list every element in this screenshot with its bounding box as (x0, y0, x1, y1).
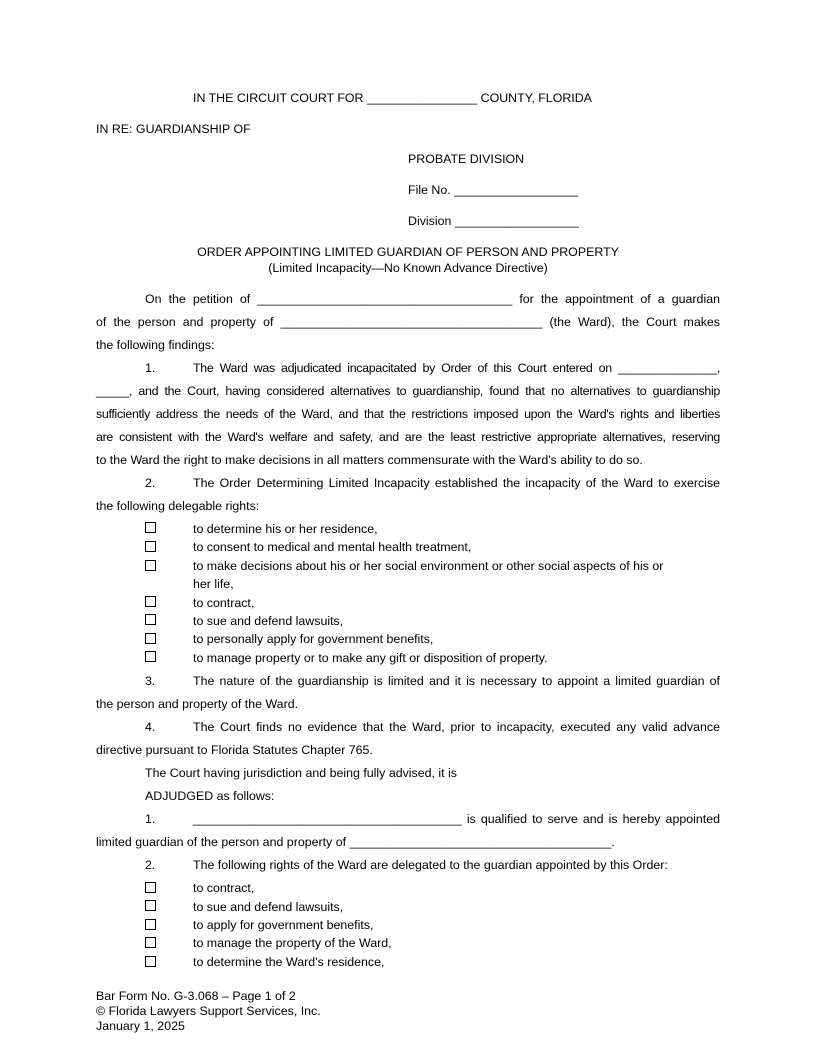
order-title: ORDER APPOINTING LIMITED GUARDIAN OF PERSON AND PROPERTY (197, 245, 619, 259)
adjudged-heading: ADJUDGED as follows: (145, 789, 275, 803)
file-number-field: File No. __________________ (408, 183, 579, 197)
adjudged-number: 2. (145, 858, 156, 872)
checkbox-label: to determine his or her residence, (193, 522, 378, 536)
intro-line: of the person and property of ______________________________________ (the Ward), the Court makes (96, 315, 720, 329)
finding-line: to the Ward the right to make decisions in all matters commensurate with the Ward's ability to do so. (96, 453, 643, 467)
finding-line: the following delegable rights: (96, 499, 260, 513)
finding-line: are consistent with the Ward's welfare and safety, and are the least restrictive appropriate alternatives, reserving (96, 430, 720, 444)
checkbox-label: to personally apply for government benefits, (193, 632, 434, 646)
checkbox-label: to consent to medical and mental health treatment, (193, 540, 472, 554)
finding-line: The Ward was adjudicated incapacitated by Order of this Court entered on _______________, (193, 361, 720, 375)
adjudged-line: _______________________________________ is qualified to serve and is hereby appointed (193, 812, 720, 826)
adjudged-number: 1. (145, 812, 156, 826)
jurisdiction-statement: The Court having jurisdiction and being fully advised, it is (145, 766, 457, 780)
residence-checkbox[interactable] (145, 522, 156, 533)
in-re-caption: IN RE: GUARDIANSHIP OF (96, 122, 251, 136)
finding-line: The Court finds no evidence that the Ward, prior to incapacity, executed any valid advance (193, 720, 720, 734)
form-number: Bar Form No. G-3.068 – Page 1 of 2 (96, 989, 296, 1003)
checkbox-label-continued: her life, (193, 577, 234, 591)
checkbox-label: to manage property or to make any gift or disposition of property. (193, 651, 548, 665)
checkbox-label: to sue and defend lawsuits, (193, 614, 344, 628)
finding-line: the person and property of the Ward. (96, 697, 299, 711)
finding-line: sufficiently address the needs of the Ward, and that the restrictions imposed upon the Ward's rights and liberties (96, 407, 720, 421)
delegated-contract-checkbox[interactable] (145, 882, 156, 893)
finding-number: 3. (145, 674, 156, 688)
finding-number: 2. (145, 476, 156, 490)
intro-line: On the petition of _____________________________________ for the appointment of a guardian (145, 292, 720, 306)
manage-property-checkbox[interactable] (145, 651, 156, 662)
checkbox-label: to determine the Ward’s residence, (193, 955, 385, 969)
finding-number: 1. (145, 361, 156, 375)
adjudged-line: limited guardian of the person and property of ______________________________________. (96, 835, 615, 849)
checkbox-label: to apply for government benefits, (193, 918, 374, 932)
copyright-notice: © Florida Lawyers Support Services, Inc. (96, 1004, 321, 1018)
finding-line: The Order Determining Limited Incapacity established the incapacity of the Ward to exercise (193, 476, 720, 490)
medical-treatment-checkbox[interactable] (145, 541, 156, 552)
finding-line: The nature of the guardianship is limited and it is necessary to appoint a limited guardian of (193, 674, 720, 688)
checkbox-label: to manage the property of the Ward, (193, 936, 392, 950)
finding-number: 4. (145, 720, 156, 734)
delegated-property-checkbox[interactable] (145, 937, 156, 948)
intro-line: the following findings: (96, 338, 215, 352)
delegated-benefits-checkbox[interactable] (145, 919, 156, 930)
checkbox-label: to contract, (193, 596, 255, 610)
adjudged-line: The following rights of the Ward are delegated to the guardian appointed by this Order: (193, 858, 668, 872)
order-subtitle: (Limited Incapacity—No Known Advance Directive) (268, 261, 548, 275)
division-field: Division __________________ (408, 214, 579, 228)
lawsuits-checkbox[interactable] (145, 614, 156, 625)
social-environment-checkbox[interactable] (145, 560, 156, 571)
contract-checkbox[interactable] (145, 596, 156, 607)
form-date: January 1, 2025 (96, 1019, 185, 1033)
delegated-residence-checkbox[interactable] (145, 956, 156, 967)
finding-line: directive pursuant to Florida Statutes Chapter 765. (96, 743, 373, 757)
checkbox-label: to contract, (193, 881, 255, 895)
checkbox-label: to make decisions about his or her social environment or other social aspects of his or (193, 559, 664, 573)
court-caption: IN THE CIRCUIT COURT FOR ________________ COUNTY, FLORIDA (193, 91, 592, 105)
finding-line: _____, and the Court, having considered alternatives to guardianship, found that no alternatives to guardianship (96, 384, 720, 398)
checkbox-label: to sue and defend lawsuits, (193, 900, 344, 914)
delegated-lawsuits-checkbox[interactable] (145, 900, 156, 911)
government-benefits-checkbox[interactable] (145, 633, 156, 644)
probate-division-label: PROBATE DIVISION (408, 152, 525, 166)
